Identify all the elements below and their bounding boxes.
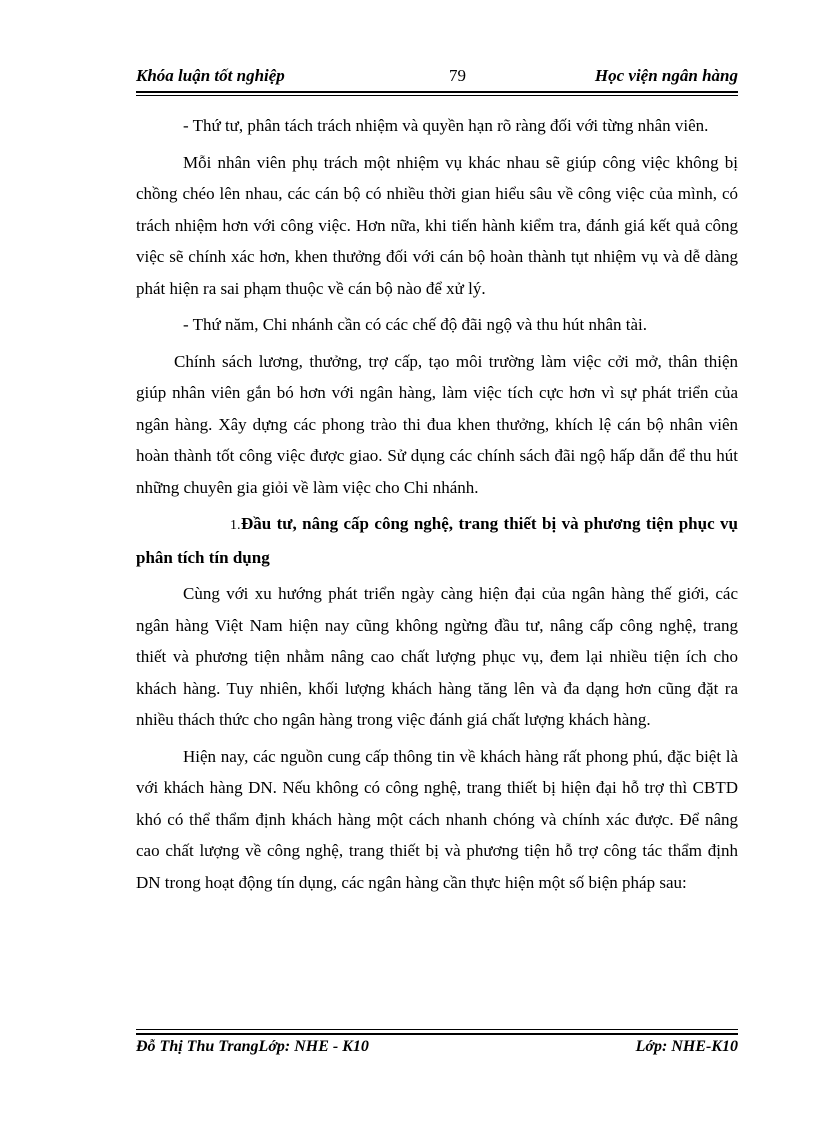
footer-rule-thick <box>136 1033 738 1035</box>
page-header <box>136 62 738 92</box>
section-heading-text: Đầu tư, nâng cấp công nghệ, trang thiết bị và phương tiện phục vụ phân tích tín dụng <box>136 514 738 567</box>
paragraph-fourth: - Thứ tư, phân tách trách nhiệm và quyền hạn rõ ràng đối với từng nhân viên. <box>183 116 709 135</box>
footer-rule-thin <box>136 1029 738 1030</box>
header-rule-thin <box>136 95 738 96</box>
paragraph-compensation: Chính sách lương, thưởng, trợ cấp, tạo môi trường làm việc cởi mở, thân thiện giúp nhân viên gắn bó hơn với ngân hàng, làm việc tích cực hơn vì sự phát triển của ngân hàng. Xây dựng các phong trào thi đua khen thưởng, khích lệ cán bộ nhân viên hoàn thành tốt công việc được giao. Sử dụng các chính sách đãi ngộ hấp dẫn để thu hút những chuyên gia giỏi về làm việc cho Chi nhánh. <box>136 351 738 497</box>
footer-class: Lớp: NHE-K10 <box>635 1038 738 1055</box>
page-number: 79 <box>449 66 466 85</box>
paragraph-responsibility: Mỗi nhân viên phụ trách một nhiệm vụ khác nhau sẽ giúp công việc không bị chồng chéo lên nhau, các cán bộ có nhiều thời gian hiểu sâu về công việc của mình, có trách nhiệm hơn với công việc. Hơn nữa, khi tiến hành kiểm tra, đánh giá kết quả công việc sẽ chính xác hơn, khen thưởng đối với cán bộ hoàn thành tụt nhiệm vụ và dễ dàng phát hiện ra sai phạm thuộc về cán bộ nào để xử lý. <box>136 152 738 298</box>
page-footer <box>136 1038 738 1062</box>
section-number: 1. <box>230 518 241 533</box>
document-body <box>136 110 738 903</box>
paragraph-fifth: - Thứ năm, Chi nhánh cần có các chế độ đãi ngộ và thu hút nhân tài. <box>183 315 647 334</box>
paragraph-information-sources: Hiện nay, các nguồn cung cấp thông tin về khách hàng rất phong phú, đặc biệt là với khách hàng DN. Nếu không có công nghệ, trang thiết bị hiện đại hỗ trợ thì CBTD khó có thể thẩm định khách hàng một cách nhanh chóng và chính xác được. Để nâng cao chất lượng về công nghệ, trang thiết bị và phương tiện hỗ trợ công tác thẩm định DN trong hoạt động tín dụng, các ngân hàng cần thực hiện một số biện pháp sau: <box>136 746 738 892</box>
paragraph-technology-trend: Cùng với xu hướng phát triển ngày càng hiện đại của ngân hàng thế giới, các ngân hàng Việt Nam hiện nay cũng không ngừng đầu tư, nâng cấp công nghệ, trang thiết và phương tiện nhằm nâng cao chất lượng phục vụ, đem lại nhiều tiện ích cho khách hàng. Tuy nhiên, khối lượng khách hàng tăng lên và đa dạng hơn cũng đặt ra nhiều thách thức cho ngân hàng trong việc đánh giá chất lượng khách hàng. <box>136 584 738 729</box>
header-thesis-title: Khóa luận tốt nghiệp <box>136 66 285 85</box>
header-institution: Học viện ngân hàng <box>594 66 738 85</box>
header-rule-thick <box>136 91 738 93</box>
footer-author: Đỗ Thị Thu TrangLớp: NHE - K10 <box>136 1038 369 1055</box>
section-heading <box>136 508 738 573</box>
